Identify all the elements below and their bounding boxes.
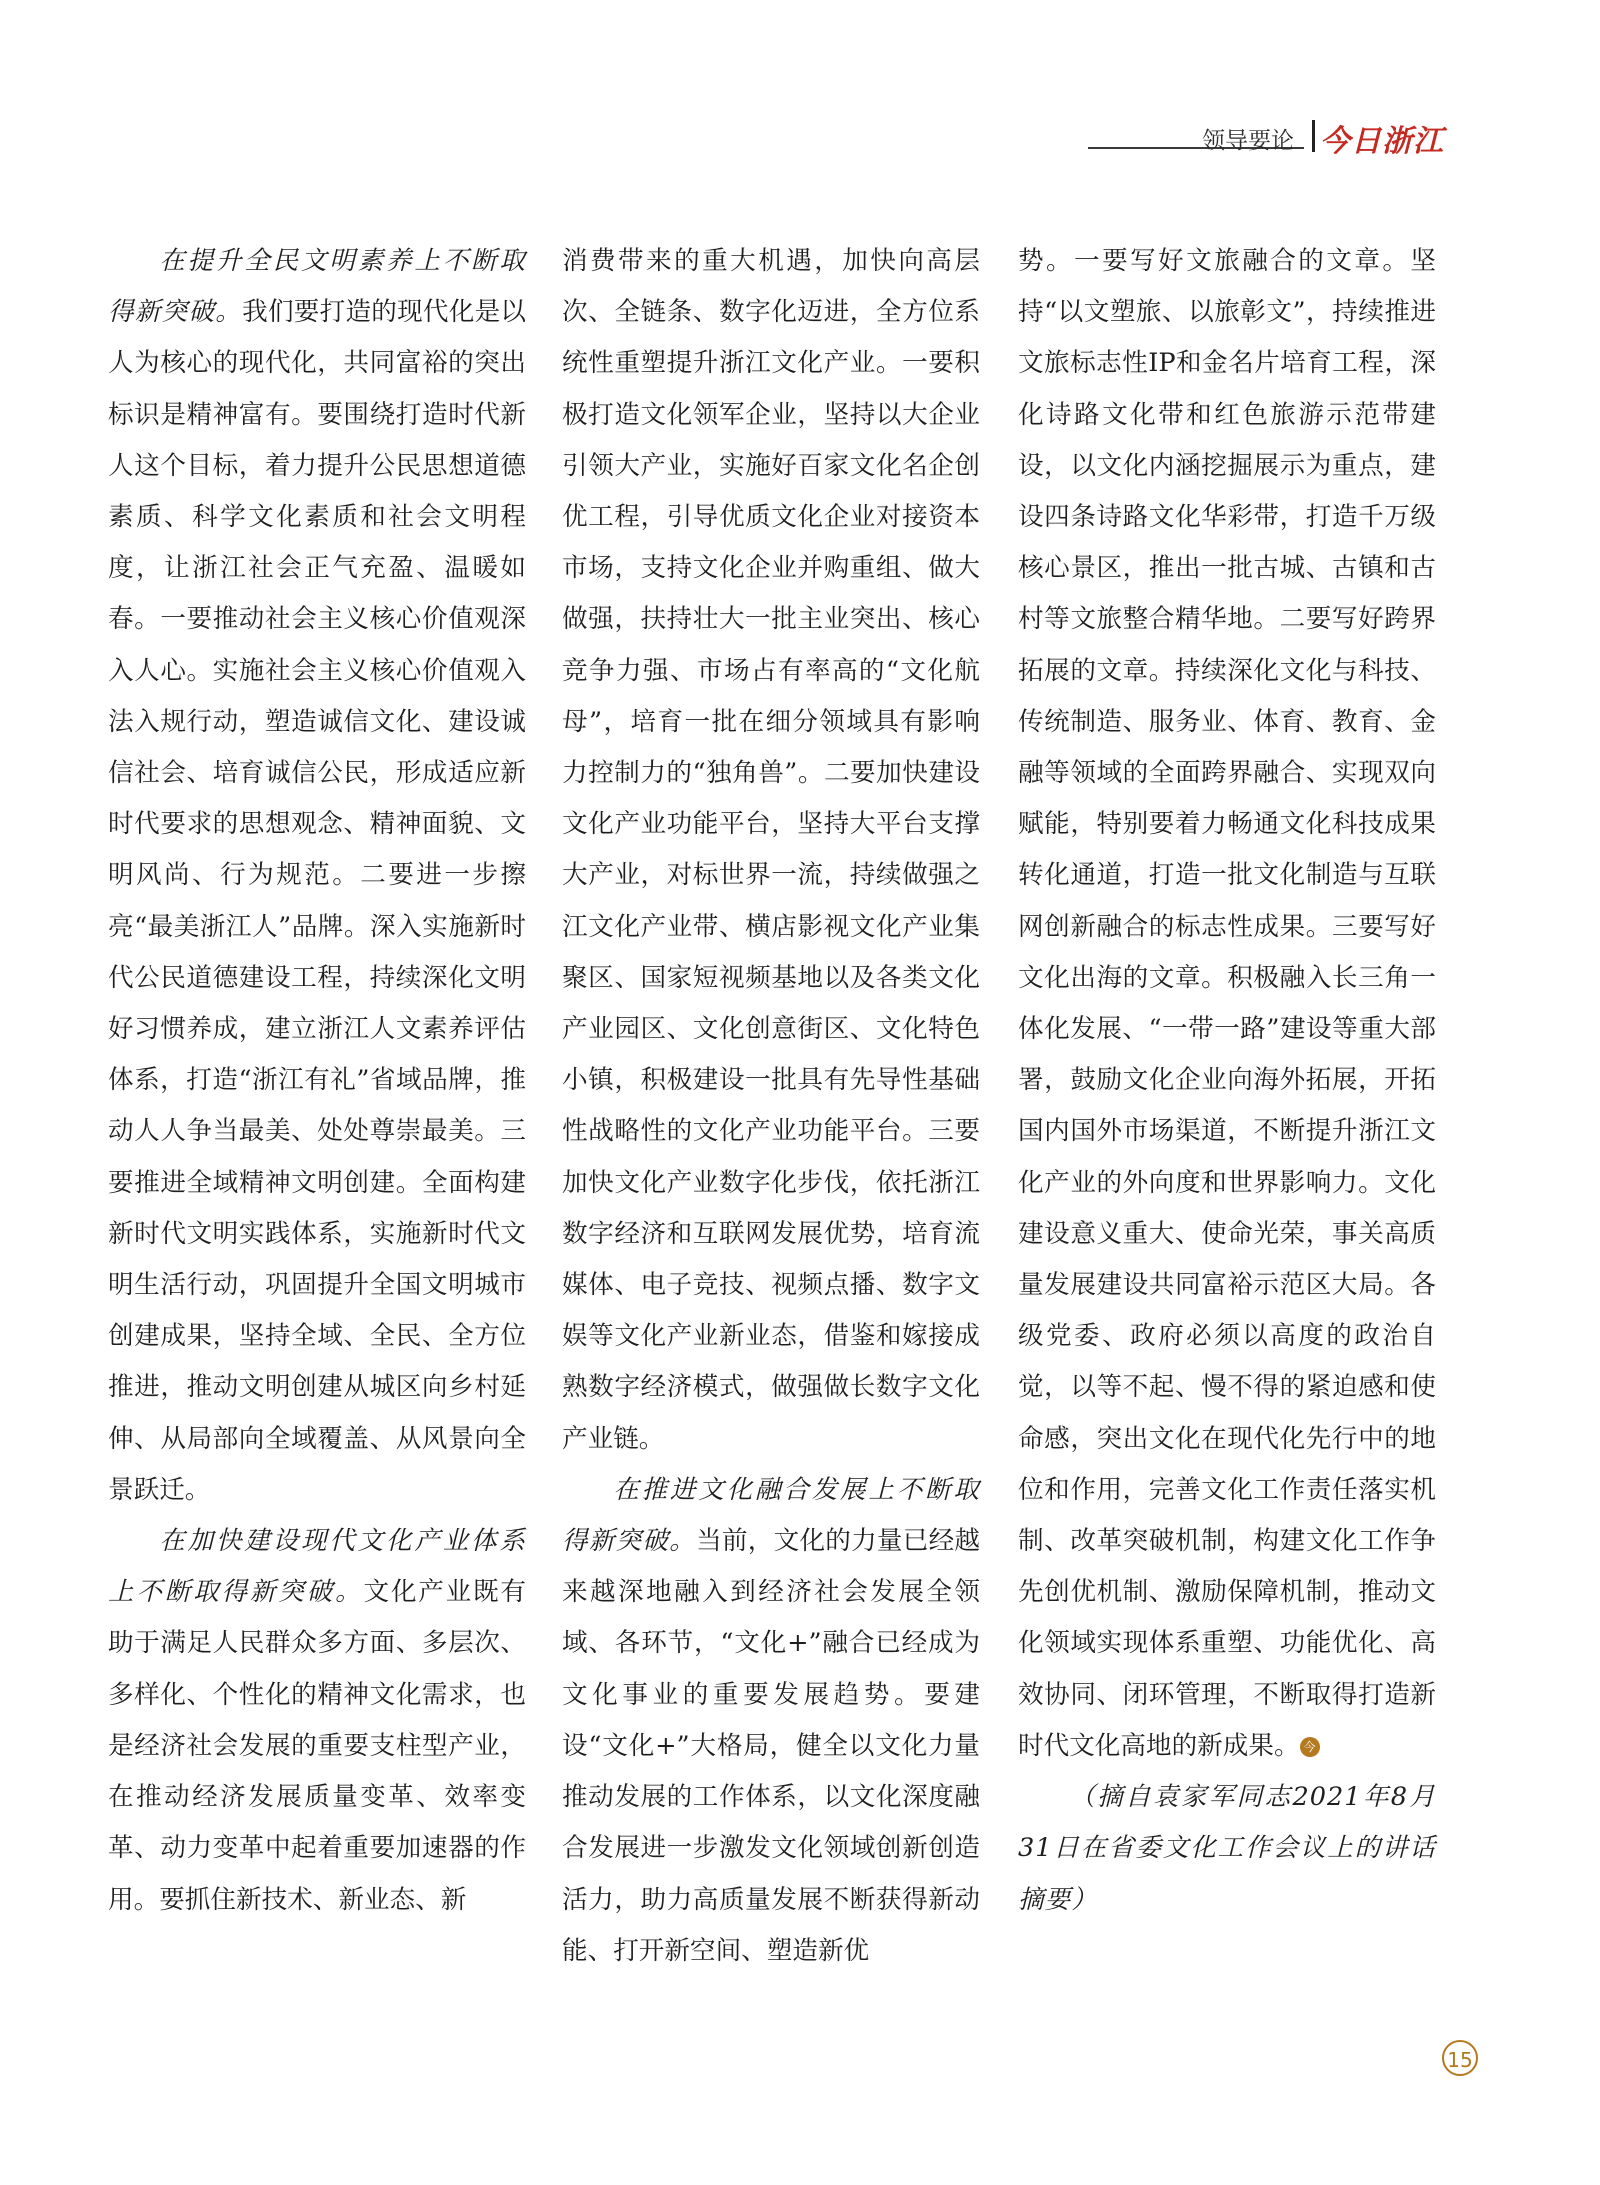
paragraph	[108, 1516, 526, 1926]
paragraph-lead: 在加快建设现代文化产业体系上不断取得新突破。	[108, 1526, 526, 1608]
end-mark-icon: 今	[1300, 1737, 1320, 1757]
magazine-logo: 今日浙江	[1320, 124, 1444, 159]
paragraph-text: 文化产业既有助于满足人民群众多方面、多层次、多样化、个性化的精神文化需求，也是经济社会发展的重要支柱型产业，在推动经济发展质量变革、效率变革、动力变革中起着重要加速器的作用。要抓住新技术、新业态、新	[108, 1577, 526, 1915]
header-divider	[1312, 120, 1315, 152]
paragraph	[108, 236, 526, 1516]
paragraph-lead: 在提升全民文明素养上不断取得新突破。	[108, 246, 526, 328]
paragraph-text: 势。一要写好文旅融合的文章。坚持“以文塑旅、以旅彰文”，持续推进文旅标志性IP和金名片培育工程，深化诗路文化带和红色旅游示范带建设，以文化内涵挖掘展示为重点，建设四条诗路文化华彩带，打造千万级核心景区，推出一批古城、古镇和古村等文旅整合精华地。二要写好跨界拓展的文章。持续深化文化与科技、传统制造、服务业、体育、教育、金融等领域的全面跨界融合、实现双向赋能，特别要着力畅通文化科技成果转化通道，打造一批文化制造与互联网创新融合的标志性成果。三要写好文化出海的文章。积极融入长三角一体化发展、“一带一路”建设等重大部署，鼓励文化企业向海外拓展，开拓国内国外市场渠道，不断提升浙江文化产业的外向度和世界影响力。文化建设意义重大、使命光荣，事关高质量发展建设共同富裕示范区大局。各级党委、政府必须以高度的政治自觉，以等不起、慢不得的紧迫感和使命感，突出文化在现代化先行中的地位和作用，完善文化工作责任落实机制、改革突破机制，构建文化工作争先创优机制、激励保障机制，推动文化领域实现体系重塑、功能优化、高效协同、闭环管理，不断取得打造新时代文化高地的新成果。	[1018, 246, 1436, 1761]
article-column-3	[1018, 236, 1436, 1926]
paragraph-lead: 在推进文化融合发展上不断取得新突破。	[562, 1474, 980, 1557]
source-note	[1018, 1772, 1436, 1926]
source-note-text: （摘自袁家军同志2021年8月31日在省委文化工作会议上的讲话摘要）	[1018, 1782, 1436, 1915]
paragraph-text: 消费带来的重大机遇，加快向高层次、全链条、数字化迈进，全方位系统性重塑提升浙江文化产业。一要积极打造文化领军企业，坚持以大企业引领大产业，实施好百家文化名企创优工程，引导优质文化企业对接资本市场，支持文化企业并购重组、做大做强，扶持壮大一批主业突出、核心竞争力强、市场占有率高的“文化航母”，培育一批在细分领域具有影响力控制力的“独角兽”。二要加快建设文化产业功能平台，坚持大平台支撑大产业，对标世界一流，持续做强之江文化产业带、横店影视文化产业集聚区、国家短视频基地以及各类文化产业园区、文化创意街区、文化特色小镇，积极建设一批具有先导性基础性战略性的文化产业功能平台。三要加快文化产业数字化步伐，依托浙江数字经济和互联网发展优势，培育流媒体、电子竞技、视频点播、数字文娱等文化产业新业态，借鉴和嫁接成熟数字经济模式，做强做长数字文化产业链。	[562, 246, 980, 1454]
paragraph	[562, 236, 980, 1465]
article-column-2	[562, 236, 980, 1977]
section-title: 领导要论	[1202, 128, 1294, 154]
paragraph	[1018, 236, 1436, 1772]
paragraph-text: 当前，文化的力量已经越来越深地融入到经济社会发展全领域、各环节，“文化+”融合已经成为文化事业的重要发展趋势。要建设“文化+”大格局，健全以文化力量推动发展的工作体系，以文化深度融合发展进一步激发文化领域创新创造活力，助力高质量发展不断获得新动能、打开新空间、塑造新优	[562, 1526, 980, 1966]
page-number: 15	[1442, 2040, 1478, 2076]
article-column-1	[108, 236, 526, 1926]
paragraph-text: 我们要打造的现代化是以人为核心的现代化，共同富裕的突出标识是精神富有。要围绕打造时代新人这个目标，着力提升公民思想道德素质、科学文化素质和社会文明程度，让浙江社会正气充盈、温暖如春。一要推动社会主义核心价值观深入人心。实施社会主义核心价值观入法入规行动，塑造诚信文化、建设诚信社会、培育诚信公民，形成适应新时代要求的思想观念、精神面貌、文明风尚、行为规范。二要进一步擦亮“最美浙江人”品牌。深入实施新时代公民道德建设工程，持续深化文明好习惯养成，建立浙江人文素养评估体系，打造“浙江有礼”省域品牌，推动人人争当最美、处处尊崇最美。三要推进全域精神文明创建。全面构建新时代文明实践体系，实施新时代文明生活行动，巩固提升全国文明城市创建成果，坚持全域、全民、全方位推进，推动文明创建从城区向乡村延伸、从局部向全域覆盖、从风景向全景跃迁。	[108, 297, 526, 1505]
paragraph	[562, 1465, 980, 1977]
